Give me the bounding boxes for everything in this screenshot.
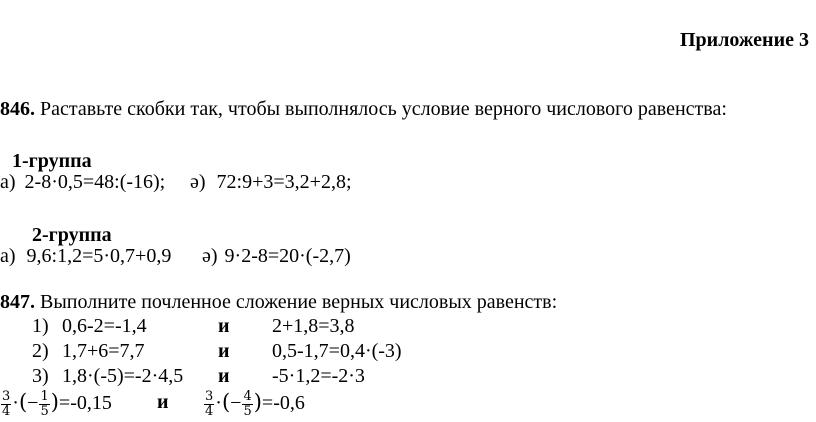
- fraction-row-conjunction: и: [157, 391, 169, 413]
- multiply-dot: ·: [215, 392, 222, 414]
- fraction: [204, 390, 214, 418]
- row-2-number: 2): [32, 340, 49, 362]
- item-expression: 9·2-8=20·(-2,7): [224, 245, 351, 267]
- fraction: [39, 390, 49, 418]
- denominator: 5: [243, 403, 252, 419]
- row-1-left-equation: 0,6-2=-1,4: [62, 315, 147, 337]
- row-3-number: 3): [32, 365, 49, 387]
- item-expression: 9,6:1,2=5·0,7+0,9: [26, 245, 172, 267]
- numerator: 3: [2, 389, 11, 405]
- group-1-heading: 1-группа: [12, 150, 92, 172]
- close-paren: ): [50, 390, 59, 414]
- close-paren: ): [253, 390, 262, 414]
- fraction-left-equation: [0, 383, 112, 422]
- item-label: а): [0, 171, 16, 193]
- fraction-right-equation: [203, 383, 305, 422]
- group-1-item-ae: [190, 172, 352, 192]
- task-847-number: 847.: [0, 291, 35, 313]
- denominator: 4: [2, 403, 11, 419]
- item-expression: 2-8·0,5=48:(-16);: [24, 171, 166, 193]
- minus-sign: −: [230, 392, 242, 414]
- row-1-number: 1): [32, 315, 49, 337]
- task-846-text: Раставьте скобки так, чтобы выполнялось условие верного числового равенства:: [40, 98, 727, 120]
- open-paren: (: [221, 390, 231, 414]
- group-1-item-a: [0, 172, 165, 192]
- row-1-right-equation: 2+1,8=3,8: [272, 315, 355, 337]
- denominator: 4: [205, 403, 214, 419]
- minus-sign: −: [27, 392, 39, 414]
- numerator: 1: [40, 389, 49, 405]
- item-expression: 72:9+3=3,2+2,8;: [216, 171, 352, 193]
- equation-result: =-0,15: [58, 392, 112, 414]
- open-paren: (: [18, 390, 28, 414]
- row-3-conjunction: и: [218, 365, 230, 387]
- task-846-number: 846.: [0, 98, 35, 120]
- multiply-dot: ·: [12, 392, 19, 414]
- denominator: 5: [40, 403, 49, 419]
- row-3-right-equation: -5·1,2=-2·3: [272, 365, 365, 387]
- page-title: Приложение 3: [680, 29, 809, 51]
- row-3-left-equation: 1,8·(-5)=-2·4,5: [62, 365, 184, 387]
- task-846-line: [0, 99, 727, 119]
- equation-result: =-0,6: [261, 392, 305, 414]
- group-2-heading: 2-группа: [32, 224, 112, 246]
- numerator: 4: [243, 389, 252, 405]
- row-1-conjunction: и: [218, 315, 230, 337]
- item-label: а): [0, 245, 16, 267]
- group-2-item-a: [0, 246, 171, 266]
- item-label: ә): [190, 171, 206, 193]
- fraction: [242, 390, 252, 418]
- task-847-text: Выполните почленное сложение верных числовых равенств:: [40, 291, 558, 313]
- row-2-conjunction: и: [218, 340, 230, 362]
- numerator: 3: [205, 389, 214, 405]
- row-2-right-equation: 0,5-1,7=0,4·(-3): [272, 340, 402, 362]
- row-2-left-equation: 1,7+6=7,7: [62, 340, 145, 362]
- group-2-item-ae: [202, 246, 351, 266]
- fraction: [1, 390, 11, 418]
- task-847-line: [0, 292, 557, 312]
- item-label: ә): [202, 245, 218, 267]
